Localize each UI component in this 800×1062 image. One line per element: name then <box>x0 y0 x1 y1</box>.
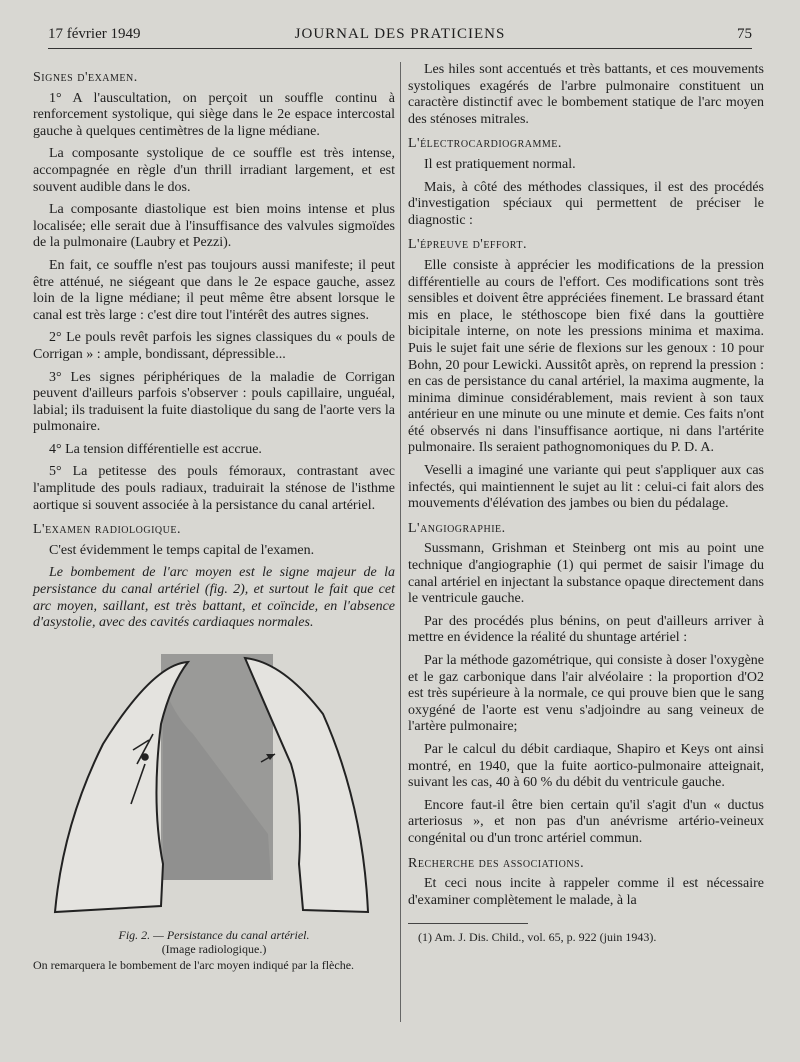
page-number: 75 <box>737 26 752 42</box>
caption-line-1: Fig. 2. — Persistance du canal artériel. <box>118 927 310 942</box>
heading-signes-examen: Signes d'examen. <box>33 70 138 85</box>
heading-electrocardiogramme: L'électrocardiogramme. <box>408 136 562 152</box>
footnote-rule <box>408 923 528 924</box>
figure-2 <box>33 654 395 972</box>
heading-angiographie: L'angiographie. <box>408 520 506 536</box>
paragraph: Sussmann, Grishman et Steinberg ont mis au point une technique d'angiographie (1) qui permet de saisir l'image du canal artériel en injectant la substance opaque directement dans le ventricule gauche. <box>408 541 764 607</box>
paragraph: En fait, ce souffle n'est pas toujours aussi manifeste; il peut être atténué, ne siégeant que dans le 2e espace gauche, assez loin de la ligne médiane; il peut même être absent lorsque le canal est très large : c'est dire tout l'intérêt des autres signes. <box>33 257 395 323</box>
paragraph: Par des procédés plus bénins, on peut d'ailleurs arriver à mettre en évidence la réalité du shuntage artériel : <box>408 613 764 646</box>
right-column <box>408 62 764 944</box>
paragraph: La composante systolique de ce souffle est très intense, accompagnée en règle d'un thrill irradiant largement, et est souvent audible dans le dos. <box>33 146 395 195</box>
paragraph: Par le calcul du débit cardiaque, Shapiro et Keys ont ainsi montré, en 1940, que la fuite aortico-pulmonaire atteignait, suivant les cas, 40 à 60 % du débit du ventricule gauche. <box>408 741 764 791</box>
paragraph: Mais, à côté des méthodes classiques, il est des procédés d'investigation spéciaux qui permettent de préciser le diagnostic : <box>408 179 764 228</box>
paragraph: Les hiles sont accentués et très battants, et ces mouvements systoliques exagérés de l'arbre pulmonaire constituent un caractère distinctif avec le bombement statique de l'arc moyen des sténoses mitrales. <box>408 62 764 127</box>
paragraph: Il est pratiquement normal. <box>424 156 576 172</box>
journal-title: JOURNAL DES PRATICIENS <box>294 26 506 42</box>
paragraph: Veselli a imaginé une variante qui peut s'appliquer aux cas infectés, qui maintiennent le sujet au lit : celui-ci fait alors des mouvements d'élévation des jambes ou bien du pédalage. <box>408 463 764 512</box>
caption-line-2: (Image radiologique.) <box>161 941 267 956</box>
heading-examen-radiologique: L'examen radiologique. <box>33 522 181 538</box>
figure-caption <box>33 928 395 956</box>
paragraph: 1° A l'auscultation, on perçoit un souffle continu à renforcement systolique, qui siège dans le 2e espace intercostal gauche à quelques centimètres de la ligne médiane. <box>33 90 395 139</box>
paragraph: La composante diastolique est bien moins intense et plus localisée; elle serait due à l'insuffisance des valvules sigmoïdes de la pulmonaire (Laubry et Pezzi). <box>33 202 395 251</box>
paragraph: Encore faut-il être bien certain qu'il s'agit d'un « ductus arteriosus », et non pas d'un anévrisme artério-veineux congénital ou d'un tronc artériel commun. <box>408 797 764 846</box>
paragraph: Par la méthode gazométrique, qui consiste à doser l'oxygène et le gaz carbonique dans l'air alvéolaire : la proportion d'O2 est très supérieure à la normale, ce qui prouve bien que le sang oxygéné de l'aorte est venu s'adjoindre au sang veineux de l'artère pulmonaire; <box>408 653 764 735</box>
paragraph: Et ceci nous incite à rappeler comme il est nécessaire d'examiner complètement le malade, à la <box>408 876 764 908</box>
header-date: 17 février 1949 <box>48 26 141 42</box>
paragraph: 4° La tension différentielle est accrue. <box>49 441 262 457</box>
heading-recherche-associations: Recherche des associations. <box>408 855 585 871</box>
heading-epreuve-effort: L'épreuve d'effort. <box>408 237 527 253</box>
left-column <box>33 62 395 972</box>
paragraph: Elle consiste à apprécier les modifications de la pression différentielle au cours de l'effort. Ces modifications sont très sensibles et doivent être appréciées finement. Le brassard étant mis en place, le stéthoscope bien fixé dans la gouttière bicipitale interne, on note les pressions minima et maxima. Puis le sujet fait une série de flexions sur les genoux : 10 pour Bohn, 20 pour Lewicki. Aussitôt après, on reprend la pression : en cas de persistance du canal artériel, la maxima augmente, la minima diminue considérablement, mais revient à son taux antérieur en une minute ou une minute et demie. Ces faits n'ont été observés ni dans l'insuffisance aortique, ni dans l'artérite pulmonaire. Ils seraient pathognomoniques du P. D. A. <box>408 257 764 456</box>
paragraph: 5° La petitesse des pouls fémoraux, contrastant avec l'amplitude des pouls radiaux, traduirait la sténose de l'isthme aortique si souvent associée à la persistance du canal artériel. <box>33 464 395 513</box>
paragraph: 3° Les signes périphériques de la maladie de Corrigan peuvent d'ailleurs parfois s'observer : pouls capillaire, unguéal, labial; ils traduisent la fuite diastolique du sang de l'aorte vers la pulmonaire. <box>33 369 395 435</box>
caption-note: On remarquera le bombement de l'arc moyen indiqué par la flèche. <box>33 957 355 972</box>
radiograph-drawing <box>33 654 395 924</box>
page-header <box>48 24 752 49</box>
paragraph: 2° Le pouls revêt parfois les signes classiques du « pouls de Corrigan » : ample, bondissant, dépressible... <box>33 330 395 362</box>
footnote: (1) Am. J. Dis. Child., vol. 65, p. 922 (juin 1943). <box>418 930 657 945</box>
paragraph: C'est évidemment le temps capital de l'examen. <box>49 542 315 558</box>
column-divider <box>400 62 401 1022</box>
paragraph: Le bombement de l'arc moyen est le signe majeur de la persistance du canal artériel (fig. 2), et surtout le fait que cet arc moyen, saillant, est très battant, et coïncide, en l'absence d'asystolie, avec des cavités cardiaques normales. <box>33 565 395 631</box>
